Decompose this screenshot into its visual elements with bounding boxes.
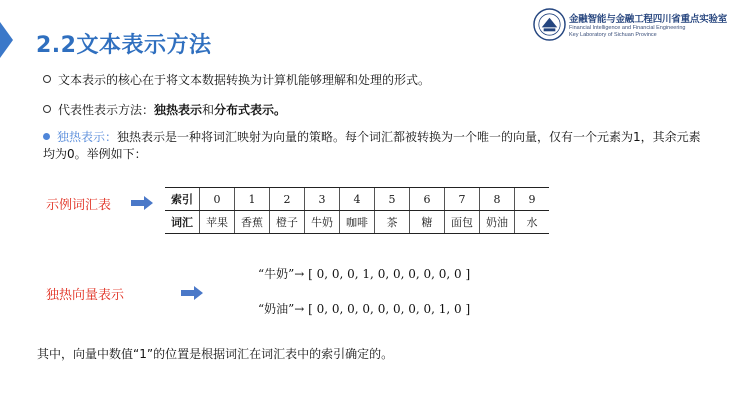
chevron-accent-icon	[0, 22, 13, 58]
right-arrow-icon	[131, 196, 153, 210]
bullet-text: 文本表示的核心在于将文本数据转换为计算机能够理解和处理的形式。	[58, 73, 431, 87]
methods-prefix: 代表性表示方法：	[58, 103, 155, 117]
right-arrow-icon	[181, 286, 203, 300]
index-row	[165, 188, 549, 211]
index-cell: 3	[305, 188, 340, 211]
onehot-description: 独热表示是一种将词汇映射为向量的策略。每个词汇都被转换为一个唯一的向量，仅有一个元素为1，其余元素均为0。举例如下：	[43, 130, 701, 161]
method-onehot: 独热表示	[154, 103, 203, 117]
word-header: 词汇	[165, 211, 200, 234]
index-header: 索引	[165, 188, 200, 211]
vector-cream: “奶油”→ [ 0, 0, 0, 0, 0, 0, 0, 0, 1, 0 ]	[258, 302, 471, 316]
index-cell: 9	[515, 188, 550, 211]
dot-bullet-icon	[43, 133, 50, 140]
word-cell: 水	[515, 211, 550, 234]
page-title: 2.2文本表示方法	[36, 33, 212, 58]
ring-bullet-icon	[43, 105, 51, 113]
word-cell: 咖啡	[340, 211, 375, 234]
word-cell: 糖	[410, 211, 445, 234]
index-cell: 2	[270, 188, 305, 211]
word-row	[165, 211, 549, 234]
lab-name-cn: 金融智能与金融工程四川省重点实验室	[569, 14, 728, 25]
index-cell: 8	[480, 188, 515, 211]
word-cell: 苹果	[200, 211, 235, 234]
vocab-table	[165, 187, 549, 234]
lab-name-en-line1: Financial Intelligence and Financial Engineering	[569, 25, 686, 31]
onehot-keyword: 独热表示：	[57, 130, 118, 144]
word-cell: 茶	[375, 211, 410, 234]
bullet-methods	[43, 101, 286, 118]
word-cell: 面包	[445, 211, 480, 234]
word-cell: 奶油	[480, 211, 515, 234]
index-cell: 5	[375, 188, 410, 211]
word-cell: 橙子	[270, 211, 305, 234]
bullet-onehot-definition	[43, 129, 703, 163]
lab-logo	[533, 7, 733, 45]
index-cell: 4	[340, 188, 375, 211]
lab-seal-icon	[533, 8, 566, 41]
method-distributed: 分布式表示。	[214, 103, 287, 117]
index-cell: 7	[445, 188, 480, 211]
index-cell: 1	[235, 188, 270, 211]
methods-conjunction: 和	[202, 103, 215, 117]
word-cell: 牛奶	[305, 211, 340, 234]
index-cell: 6	[410, 188, 445, 211]
lab-name-en-line2: Key Laboratory of Sichuan Province	[569, 32, 657, 38]
onehot-vector-label: 独热向量表示	[46, 288, 125, 303]
bullet-core-idea	[43, 71, 430, 88]
vector-milk: “牛奶”→ [ 0, 0, 0, 1, 0, 0, 0, 0, 0, 0 ]	[258, 267, 471, 281]
example-vocab-label: 示例词汇表	[46, 198, 112, 213]
footer-note: 其中，向量中数值“1”的位置是根据词汇在词汇表中的索引确定的。	[37, 347, 394, 361]
ring-bullet-icon	[43, 75, 51, 83]
word-cell: 香蕉	[235, 211, 270, 234]
index-cell: 0	[200, 188, 235, 211]
